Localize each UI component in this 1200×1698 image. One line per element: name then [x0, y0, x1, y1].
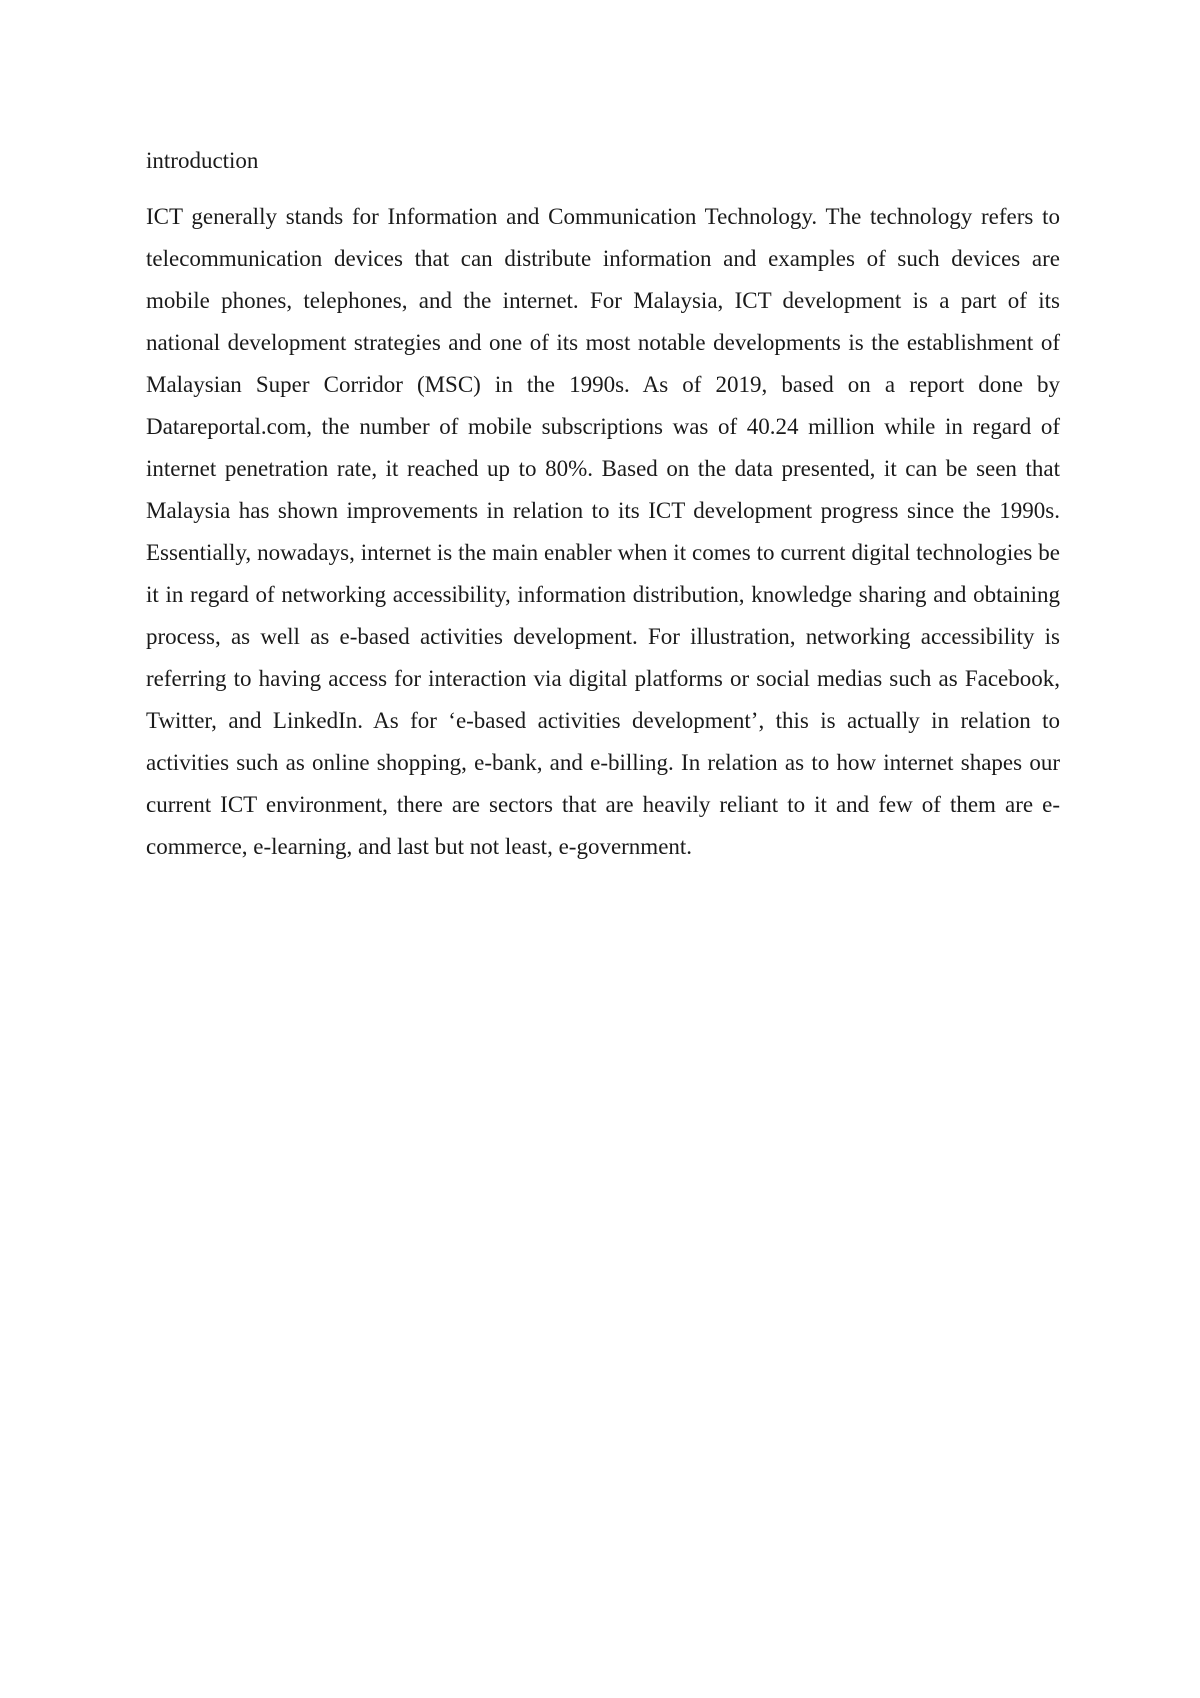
section-heading: introduction: [146, 148, 259, 173]
body-paragraph: ICT generally stands for Information and Communication Technology. The technology refers to telecommunication devices that can distribute information and examples of such devices are mobile phones, telephones, and the internet. For Malaysia, ICT development is a part of its national development strategies and one of its most notable developments is the establishment of Malaysian Super Corridor (MSC) in the 1990s. As of 2019, based on a report done by Datareportal.com, the number of mobile subscriptions was of 40.24 million while in regard of internet penetration rate, it reached up to 80%. Based on the data presented, it can be seen that Malaysia has shown improvements in relation to its ICT development progress since the 1990s. Essentially, nowadays, internet is the main enabler when it comes to current digital technologies be it in regard of networking accessibility, information distribution, knowledge sharing and obtaining process, as well as e-based activities development. For illustration, networking accessibility is referring to having access for interaction via digital platforms or social medias such as Facebook, Twitter, and LinkedIn. As for ‘e-based activities development’, this is actually in relation to activities such as online shopping, e-bank, and e-billing. In relation as to how internet shapes our current ICT environment, there are sectors that are heavily reliant to it and few of them are e-commerce, e-learning, and last but not least, e-government.: [146, 204, 1060, 859]
document-body: [146, 140, 1060, 868]
